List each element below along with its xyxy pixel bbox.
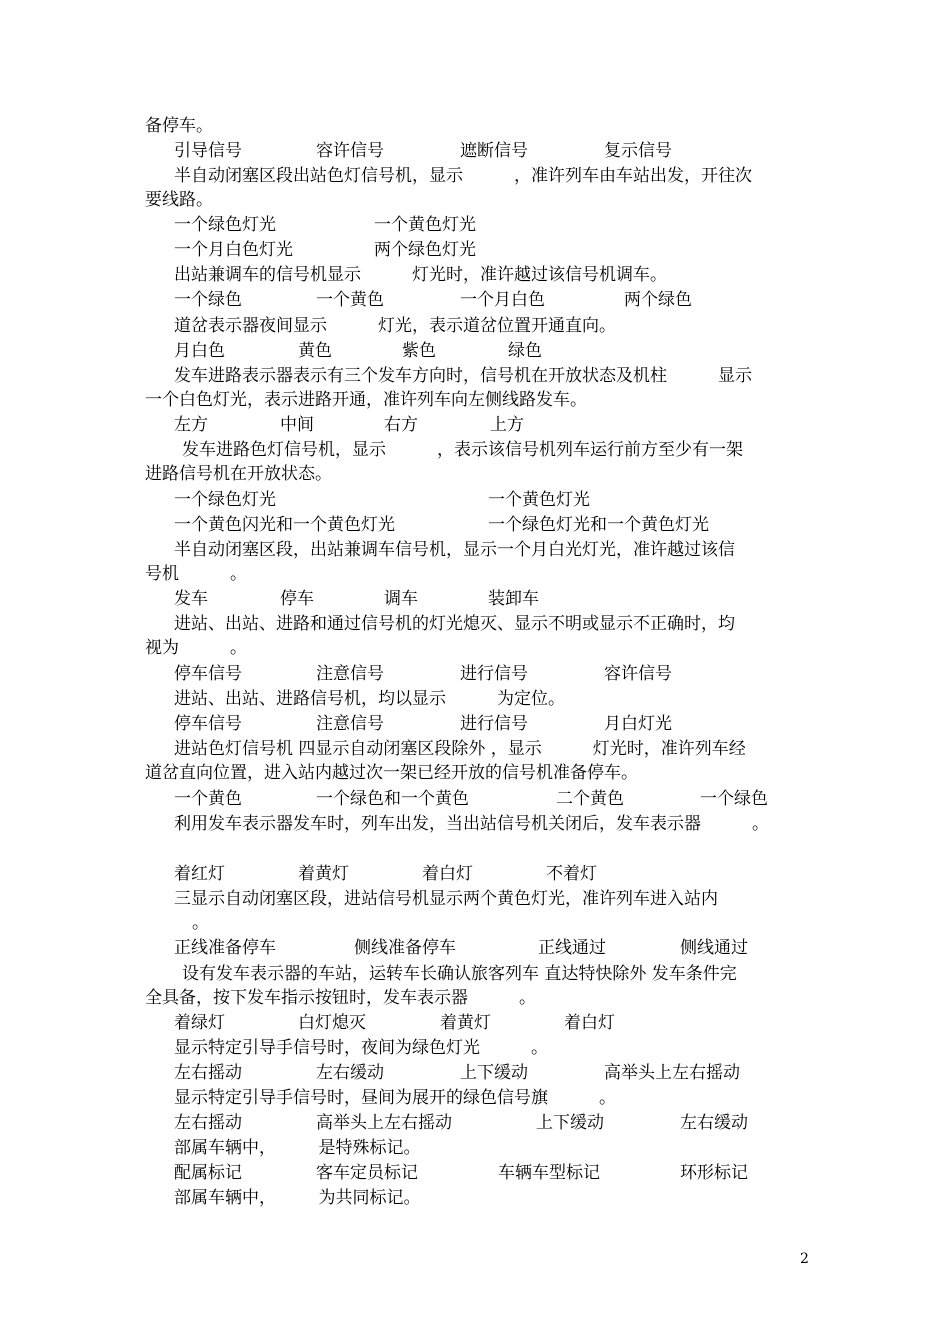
option: 左右缓动 — [316, 1063, 384, 1083]
option: 注意信号 — [316, 664, 384, 684]
question-text: 利用发车表示器发车时，列车出发，当出站信号机关闭后，发车表示器 。 — [174, 814, 769, 834]
option: 着白灯 — [564, 1013, 615, 1033]
question-text: 发车进路表示器表示有三个发车方向时，信号机在开放状态及机柱 显示 — [174, 366, 752, 386]
question-text: 半自动闭塞区段，出站兼调车信号机，显示一个月白光灯光，准许越过该信 — [174, 540, 735, 560]
option: 不着灯 — [546, 864, 597, 884]
question-text: 三显示自动闭塞区段，进站信号机显示两个黄色灯光，准许列车进入站内 — [174, 889, 718, 909]
question-text: 部属车辆中， 为共同标记。 — [174, 1188, 421, 1208]
option: 停车信号 — [174, 714, 242, 734]
option: 一个黄色 — [316, 290, 384, 310]
option: 月白色 — [174, 341, 225, 361]
option: 左右摇动 — [174, 1113, 242, 1133]
option: 一个月白色 — [460, 290, 545, 310]
option: 着黄灯 — [440, 1013, 491, 1033]
option: 紫色 — [402, 341, 436, 361]
option: 一个绿色 — [700, 789, 768, 809]
option: 环形标记 — [680, 1163, 748, 1183]
question-text: 进站、出站、进路和通过信号机的灯光熄灭、显示不明或显示不正确时，均 — [174, 614, 735, 634]
question-text: 要线路。 — [145, 190, 213, 210]
question-text: 部属车辆中， 是特殊标记。 — [174, 1138, 421, 1158]
option: 上方 — [490, 415, 524, 435]
option: 侧线通过 — [680, 938, 748, 958]
option: 黄色 — [298, 341, 332, 361]
option: 高举头上左右摇动 — [604, 1063, 740, 1083]
question-text: 显示特定引导手信号时，夜间为绿色灯光 。 — [174, 1038, 548, 1058]
question-text: 号机 。 — [145, 564, 247, 584]
question-text: 发车进路色灯信号机，显示 ，表示该信号机列车运行前方至少有一架 — [182, 440, 743, 460]
question-text: 显示特定引导手信号时，昼间为展开的绿色信号旗 。 — [174, 1088, 616, 1108]
question-text: 进路信号机在开放状态。 — [145, 464, 332, 484]
option: 中间 — [280, 415, 314, 435]
option: 一个绿色灯光 — [174, 215, 276, 235]
question-text: 全具备，按下发车指示按钮时，发车表示器 。 — [145, 988, 536, 1008]
option: 着红灯 — [174, 864, 225, 884]
option: 上下缓动 — [460, 1063, 528, 1083]
option: 进行信号 — [460, 714, 528, 734]
option: 进行信号 — [460, 664, 528, 684]
option: 上下缓动 — [536, 1113, 604, 1133]
question-text: 。 — [192, 913, 209, 933]
option: 着黄灯 — [298, 864, 349, 884]
option: 装卸车 — [488, 589, 539, 609]
option: 客车定员标记 — [316, 1163, 418, 1183]
option: 一个黄色灯光 — [488, 490, 590, 510]
option: 一个黄色 — [174, 789, 242, 809]
option: 一个绿色灯光和一个黄色灯光 — [488, 515, 709, 535]
option: 调车 — [384, 589, 418, 609]
option: 一个黄色灯光 — [374, 215, 476, 235]
option: 着绿灯 — [174, 1013, 225, 1033]
option: 正线准备停车 — [174, 938, 276, 958]
option: 停车信号 — [174, 664, 242, 684]
option: 月白灯光 — [604, 714, 672, 734]
option: 正线通过 — [538, 938, 606, 958]
text-line: 备停车。 — [145, 116, 213, 136]
option: 一个月白色灯光 — [174, 240, 293, 260]
question-text: 半自动闭塞区段出站色灯信号机，显示 ，准许列车由车站出发，开往次 — [174, 166, 752, 186]
option: 两个绿色灯光 — [374, 240, 476, 260]
option: 容许信号 — [604, 664, 672, 684]
option: 复示信号 — [604, 141, 672, 161]
option: 白灯熄灭 — [298, 1013, 366, 1033]
option: 左右摇动 — [174, 1063, 242, 1083]
option: 车辆车型标记 — [498, 1163, 600, 1183]
question-text: 道岔表示器夜间显示 灯光，表示道岔位置开通直向。 — [174, 316, 616, 336]
page-number: 2 — [800, 1251, 809, 1267]
question-text: 设有发车表示器的车站，运转车长确认旅客列车 直达特快除外 发车条件完 — [182, 964, 737, 984]
option: 两个绿色 — [624, 290, 692, 310]
option: 左右缓动 — [680, 1113, 748, 1133]
option: 一个黄色闪光和一个黄色灯光 — [174, 515, 395, 535]
option: 二个黄色 — [556, 789, 624, 809]
question-text: 进站色灯信号机 四显示自动闭塞区段除外 ，显示 灯光时，准许列车经 — [174, 739, 746, 759]
option: 一个绿色灯光 — [174, 490, 276, 510]
option: 高举头上左右摇动 — [316, 1113, 452, 1133]
option: 配属标记 — [174, 1163, 242, 1183]
question-text: 道岔直向位置，进入站内越过次一架已经开放的信号机准备停车。 — [145, 763, 638, 783]
option: 停车 — [280, 589, 314, 609]
question-text: 出站兼调车的信号机显示 灯光时，准许越过该信号机调车。 — [174, 265, 667, 285]
option: 遮断信号 — [460, 141, 528, 161]
option: 侧线准备停车 — [354, 938, 456, 958]
option: 绿色 — [508, 341, 542, 361]
question-text: 进站、出站、进路信号机，均以显示 为定位。 — [174, 689, 565, 709]
option: 容许信号 — [316, 141, 384, 161]
option: 左方 — [174, 415, 208, 435]
option: 引导信号 — [174, 141, 242, 161]
option: 发车 — [174, 589, 208, 609]
option: 一个绿色和一个黄色 — [316, 789, 469, 809]
option: 注意信号 — [316, 714, 384, 734]
question-text: 视为 。 — [145, 638, 247, 658]
question-text: 一个白色灯光，表示进路开通，准许列车向左侧线路发车。 — [145, 390, 587, 410]
option: 着白灯 — [422, 864, 473, 884]
option: 一个绿色 — [174, 290, 242, 310]
option: 右方 — [384, 415, 418, 435]
